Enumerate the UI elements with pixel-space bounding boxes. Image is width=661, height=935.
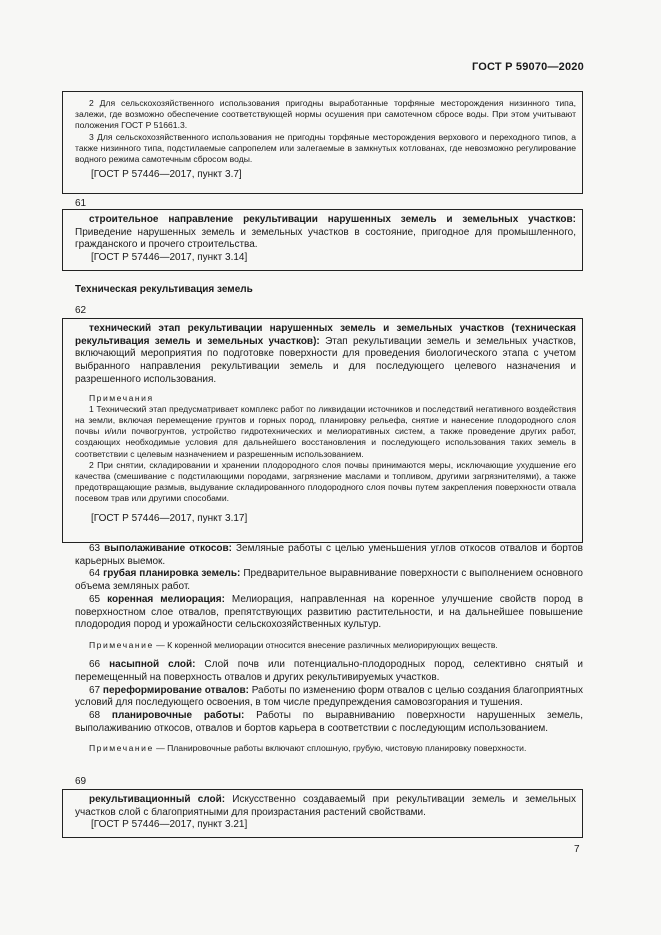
term-65-text: Мелиорация, направленная на коренное улучшение свойств пород в поверхностном слое отвалов, препятствующих развитию растительности, и на дальнейшее повышение плодородия пород и урожайности сельскохозяйственных культур. [75, 593, 584, 631]
term-61-definition [75, 214, 576, 252]
source-reference: [ГОСТ Р 57446—2017, пункт 3.7] [91, 169, 242, 181]
term-64-text: Предварительное выравнивание поверхности с выполнением основного объема земляных работ. [75, 568, 583, 593]
term-61-box [62, 209, 583, 271]
term-64 [75, 568, 583, 593]
term-68-name: планировочные работы: [111, 709, 245, 721]
note-3: 3 Для сельскохозяйственного использования не пригодны торфяные месторождения верхового и переходного типов, а также низинного типа, подстилаемые сапропелем или залегаемые в замкнутых котлованах, где невозможно регулирование водного режима самотечным сбросом воды. [75, 131, 576, 165]
term-66-text: Слой почв или потенциально-плодородных пород, селективно снятый и перемещенный на поверхность отвалов и других рекультивируемых участков. [75, 659, 583, 683]
term-number: 63 [89, 543, 101, 554]
note-label: Примечание [89, 743, 154, 754]
terms-63-68 [75, 543, 583, 755]
source-reference: [ГОСТ Р 57446—2017, пункт 3.21] [91, 819, 248, 831]
term-62-definition [75, 323, 576, 387]
term-62-text: Этап рекультивации земель и земельных участков, включающий мероприятия по подготовке поверхности для проведения биологического этапа с учетом выбранного направления рекультивации земель и для последующего целевого назначения и разрешенного использования. [75, 335, 576, 385]
term-number: 64 [89, 568, 101, 580]
term-62-box [62, 318, 583, 543]
note-2: 2 При снятии, складировании и хранении плодородного слоя почвы принимаются меры, исключающие ухудшение его качества (смешивание с подстилающими породами, загрязнение маслами и топливом, другими загрязнителями), а также предотвращающие размыв, выдувание складированного плодородного слоя почвы путем закрепления поверхности отвала посевом трав или другими способами. [75, 459, 576, 504]
term-number: 66 [89, 659, 101, 671]
section-title: Техническая рекультивация земель [75, 284, 253, 295]
term-69-definition [75, 794, 576, 819]
source-reference: [ГОСТ Р 57446—2017, пункт 3.17] [91, 512, 248, 524]
note-65 [75, 640, 583, 651]
term-number: 69 [75, 776, 87, 787]
term-61-text: Приведение нарушенных земель и земельных участков в состояние, пригодное для промышленного, гражданского и прочего строительства. [75, 226, 576, 251]
term-60-box [62, 91, 583, 194]
term-65 [75, 594, 583, 632]
source-reference: [ГОСТ Р 57446—2017, пункт 3.14] [91, 252, 248, 264]
term-66-name: насыпной слой: [109, 659, 196, 671]
term-67-name: переформирование отвалов: [102, 684, 249, 696]
note-68 [75, 743, 583, 754]
term-61-name: строительное направление рекультивации нарушенных земель и земельных участков: [89, 214, 576, 225]
term-69-box [62, 789, 583, 838]
term-68 [75, 710, 583, 735]
term-69-name: рекультивационный слой: [89, 794, 226, 805]
note-text: — К коренной мелиорации относится внесение различных мелиорирующих веществ. [153, 639, 498, 650]
term-number: 67 [89, 684, 101, 696]
term-68-text: Работы по выравниванию поверхности нарушенных земель, выполаживанию откосов, отвалов и бортов карьера в соответствии с последующим использованием. [75, 709, 584, 734]
document-code: ГОСТ Р 59070—2020 [472, 61, 584, 73]
term-number: 65 [89, 593, 101, 605]
term-63-name: выполаживание откосов: [104, 543, 232, 554]
term-63 [75, 543, 583, 568]
notes-title: Примечания [89, 392, 154, 403]
term-62-name: технический этап рекультивации нарушенных земель и земельных участков (техническая рекультивация земель и земельных участков): [75, 323, 576, 347]
term-64-name: грубая планировка земель: [103, 568, 241, 580]
term-63-text: Земляные работы с целью уменьшения углов откосов отвалов и бортов карьерных выемок. [75, 543, 583, 567]
note-2: 2 Для сельскохозяйственного использования пригодны выработанные торфяные месторождения низинного типа, залежи, где возможно обеспечение соответствующей нормы осушения при самотечном сбросе воды. При этом учитывают положения ГОСТ Р 51661.3. [75, 98, 576, 131]
note-label: Примечание [89, 639, 154, 650]
page-number: 7 [574, 844, 580, 855]
term-67 [75, 685, 583, 710]
note-1: 1 Технический этап предусматривает комплекс работ по ликвидации источников и последствий негативного воздействия на земли, включая перемещение грунтов и горных пород, планировку рельефа, снятие и нанесение плодородного слоя почвы и/или почвогрунтов, устройство гидротехнических и мелиоративных систем, а также проведение других работ, создающих необходимые условия для дальнейшего восстановления и последующего использования таких земель в соответствии с целевым назначением и разрешенным использованием. [75, 403, 576, 459]
note-text: — Планировочные работы включают сплошную, грубую, чистовую планировку поверхности. [153, 743, 527, 754]
term-66 [75, 659, 583, 684]
term-number: 62 [75, 305, 87, 316]
term-number: 61 [75, 198, 87, 209]
term-65-name: коренная мелиорация: [107, 593, 225, 605]
term-67-text: Работы по изменению форм отвалов с целью создания благоприятных условий для последующего освоения, в том числе предупреждения самовозгорания и тушения. [75, 684, 583, 709]
term-69-text: Искусственно создаваемый при рекультивации земель и земельных участков слой с благоприятными для произрастания растений свойствами. [75, 794, 576, 818]
term-number: 68 [89, 709, 101, 721]
